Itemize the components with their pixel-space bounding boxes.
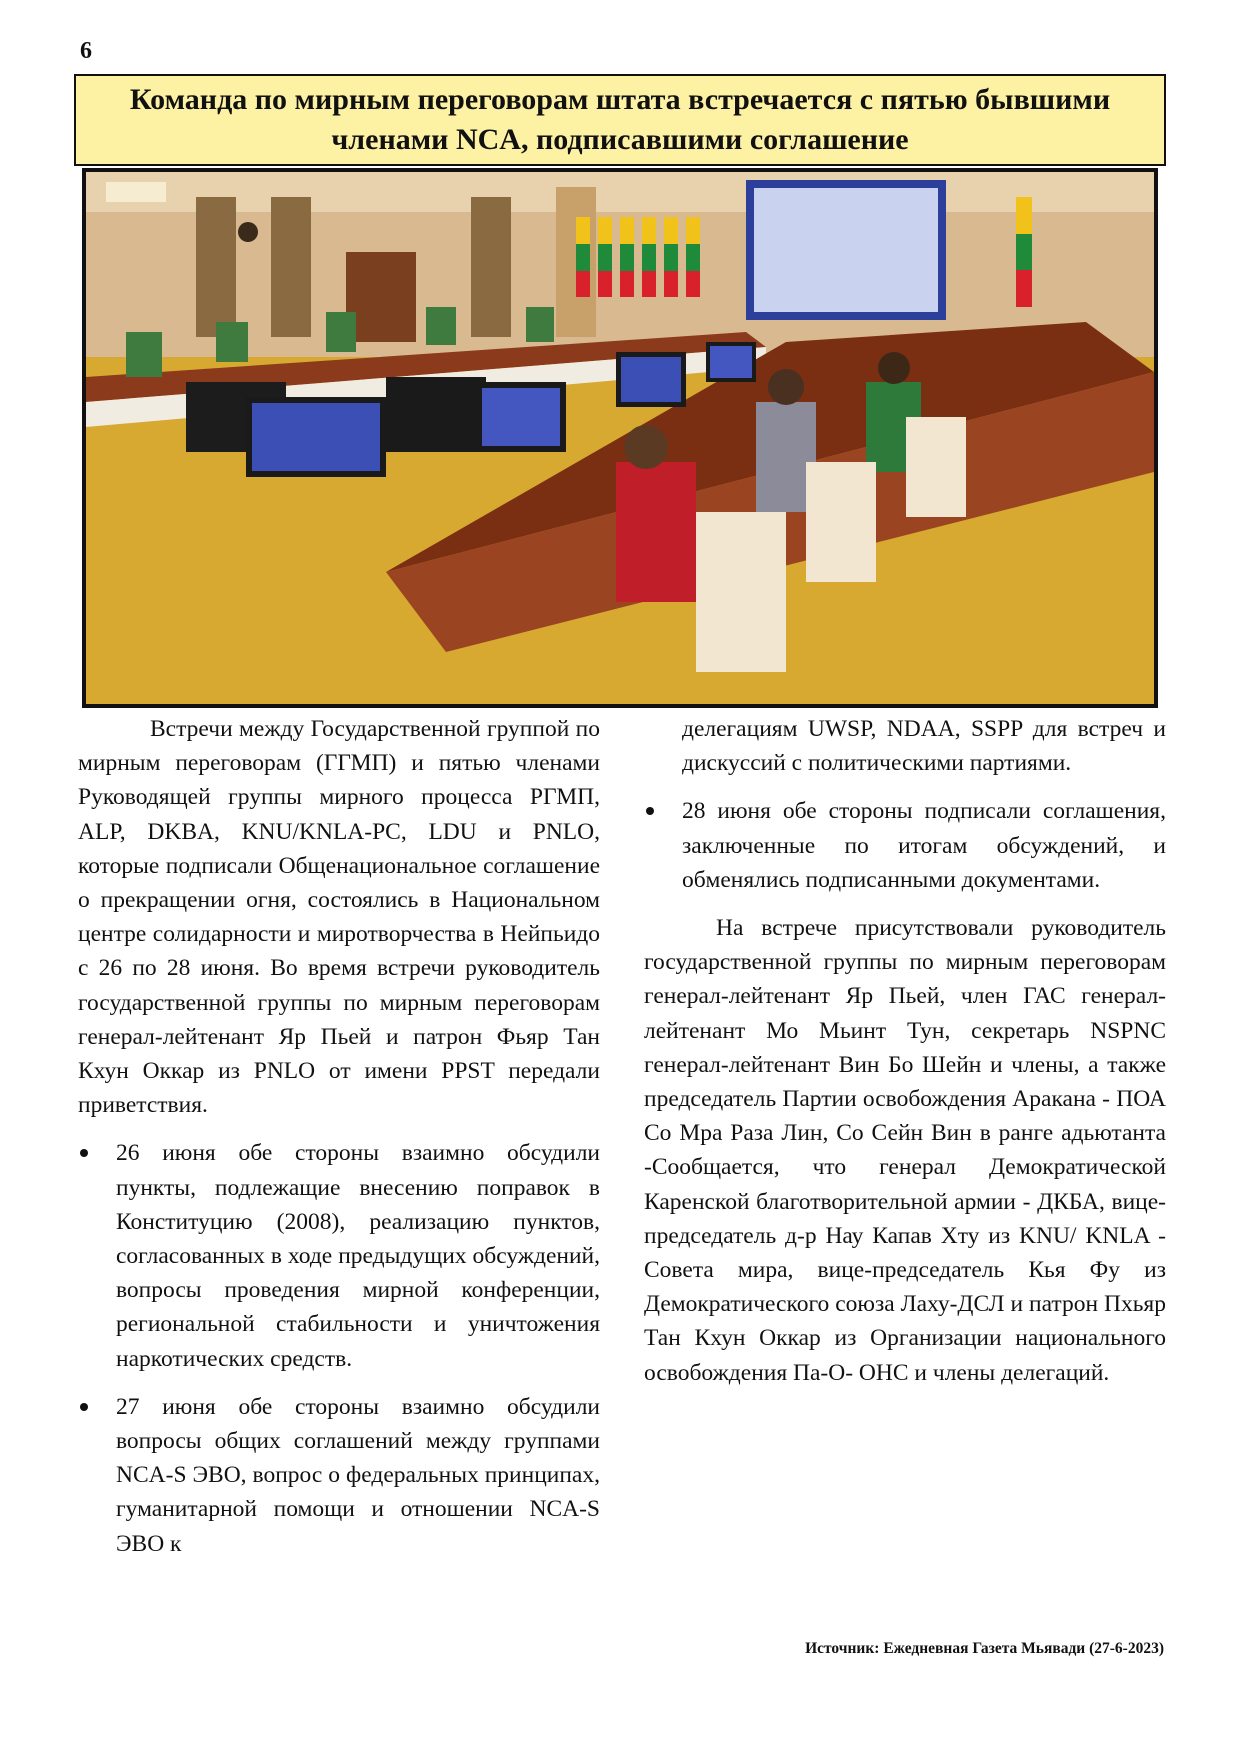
left-bullet-list <box>78 1136 600 1560</box>
article-title: Команда по мирным переговорам штата встречается с пятью бывшими членами NCA, подписавшими соглашение <box>129 83 1111 156</box>
list-item: 27 июня обе стороны взаимно обсудили вопросы общих соглашений между группами NCA-S ЭВО, вопрос о федеральных принципах, гуманитарной помощи и отношении NCA-S ЭВО к <box>78 1390 600 1561</box>
list-item: 26 июня обе стороны взаимно обсудили пункты, подлежащие внесению поправок в Конституцию (2008), реализацию пунктов, согласованных в ходе предыдущих обсуждений, вопросы проведения мирной конференции, региональной стабильности и уничтожения наркотических средств. <box>78 1136 600 1375</box>
list-item: 28 июня обе стороны подписали соглашения, заключенные по итогам обсуждений, и обменялись подписанными документами. <box>644 794 1166 897</box>
meeting-photo <box>82 168 1158 708</box>
source-credit: Источник: Ежедневная Газета Мьявади (27-6-2023) <box>805 1640 1164 1657</box>
continued-bullet-text: делегациям UWSP, NDAA, SSPP для встреч и дискуссий с политическими партиями. <box>682 716 1166 777</box>
article-title-box <box>74 74 1166 166</box>
right-bullet-list <box>644 794 1166 897</box>
right-column <box>644 712 1166 1390</box>
intro-paragraph: Встречи между Государственной группой по мирным переговорам (ГГМП) и пятью членами Руководящей группы мирного процесса РГМП, ALP, DKBA, KNU/KNLA-PC, LDU и PNLO, которые подписали Общенациональное соглашение о прекращении огня, состоялись в Национальном центре солидарности и миротворчества в Нейпьидо с 26 по 28 июня. Во время встречи руководитель государственной группы по мирным переговорам генерал-лейтенант Яр Пьей и патрон Фьяр Тан Кхун Оккар из PNLO от имени PPST передали приветствия. <box>78 716 600 1119</box>
page-number: 6 <box>80 38 92 64</box>
closing-paragraph: На встрече присутствовали руководитель государственной группы по мирным переговорам генерал-лейтенант Яр Пьей, член ГАС генерал-лейтенант Мо Мьинт Тун, секретарь NSPNC генерал-лейтенант Вин Бо Шейн и члены, а также председатель Партии освобождения Аракана - ПОА Со Мра Раза Лин, Со Сейн Вин в ранге адьютанта -Сообщается, что генерал Демократической Каренской благотворительной армии - ДКБА, вице-председатель д-р Нау Капав Хту из KNU/ KNLA - Совета мира, вице-председатель Кья Фу из Демократического союза Лаху-ДСЛ и патрон Пхьяр Тан Кхун Оккар из Организации национального освобождения Па-О- ОНС и члены делегаций. <box>644 915 1166 1386</box>
meeting-room-photo-icon <box>86 172 1154 704</box>
left-column <box>78 712 600 1575</box>
